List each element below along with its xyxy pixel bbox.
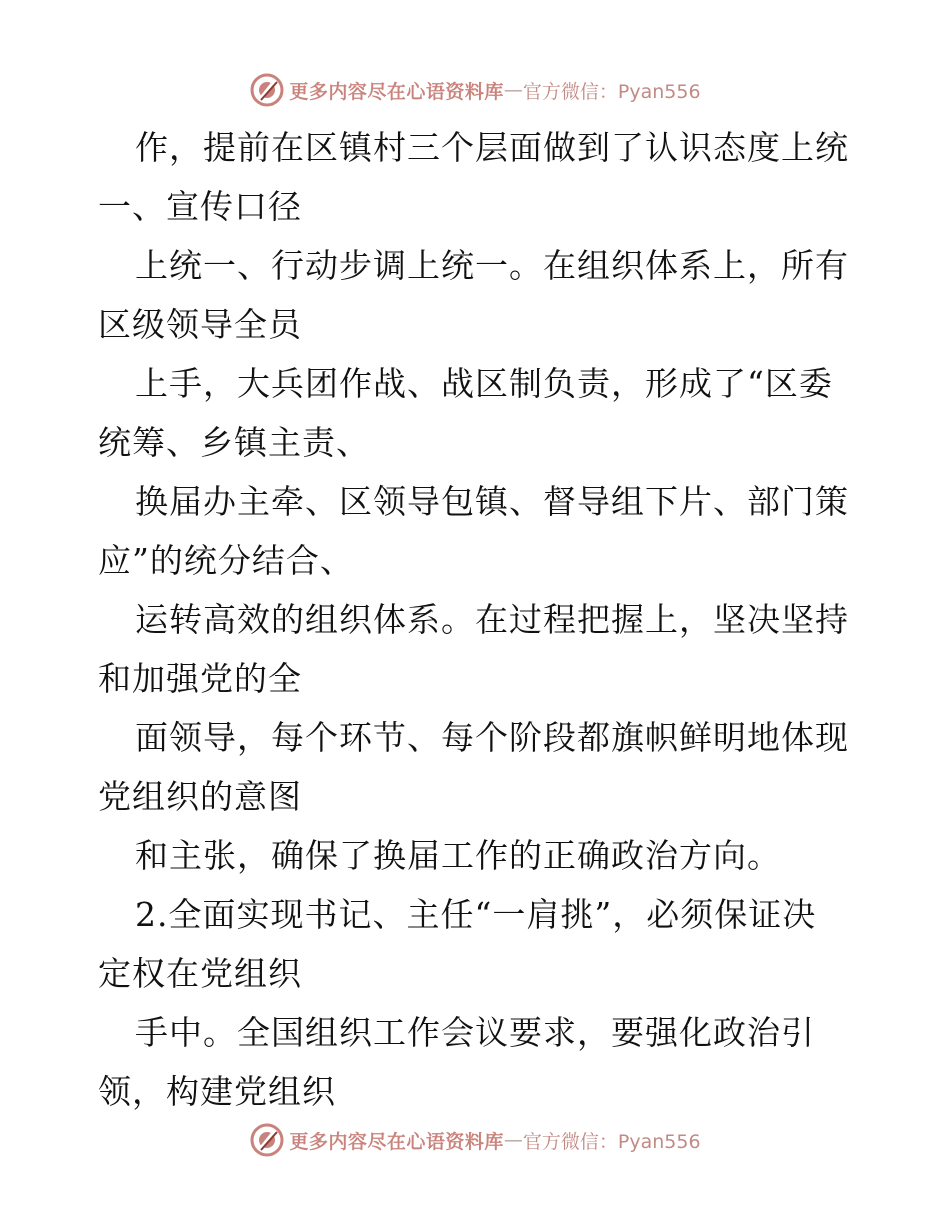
body-line: 应”的统分结合、 [98,541,354,580]
body-line: 手中。全国组织工作会议要求，要强化政治引 [135,1013,815,1052]
body-line: 领，构建党组织 [98,1072,336,1111]
footer-brand-text: 更多内容尽在心语资料库 [289,1130,504,1153]
header-brand-text: 更多内容尽在心语资料库 [289,80,504,103]
body-line: 作，提前在区镇村三个层面做到了认识态度上统 [135,128,849,167]
header-wechat-text: 官方微信：Pyan556 [522,80,701,103]
body-line: 定权在党组织 [98,954,302,993]
footer-watermark [0,1120,950,1160]
body-line: 2.全面实现书记、主任“一肩挑”，必须保证决 [135,895,817,934]
footer-separator: — [503,1129,523,1151]
body-line: 一、宣传口径 [98,187,302,226]
body-line: 运转高效的组织体系。在过程把握上，坚决坚持 [135,600,849,639]
body-line: 区级领导全员 [98,305,302,344]
body-line: 和主张，确保了换届工作的正确政治方向。 [135,836,781,875]
body-line: 上统一、行动步调上统一。在组织体系上，所有 [135,246,849,285]
body-line: 和加强党的全 [98,659,302,698]
body-line: 换届办主牵、区领导包镇、督导组下片、部门策 [135,482,849,521]
body-line: 面领导，每个环节、每个阶段都旗帜鲜明地体现 [135,718,849,757]
body-line: 上手，大兵团作战、战区制负责，形成了“区委 [135,364,833,403]
header-watermark [0,70,950,110]
footer-wechat-text: 官方微信：Pyan556 [522,1130,701,1153]
document-body [98,118,858,1121]
body-line: 党组织的意图 [98,777,302,816]
brand-logo-icon [249,1122,285,1158]
brand-logo-icon [249,72,285,108]
body-line: 统筹、乡镇主责、 [98,423,370,462]
header-separator: — [503,79,523,101]
